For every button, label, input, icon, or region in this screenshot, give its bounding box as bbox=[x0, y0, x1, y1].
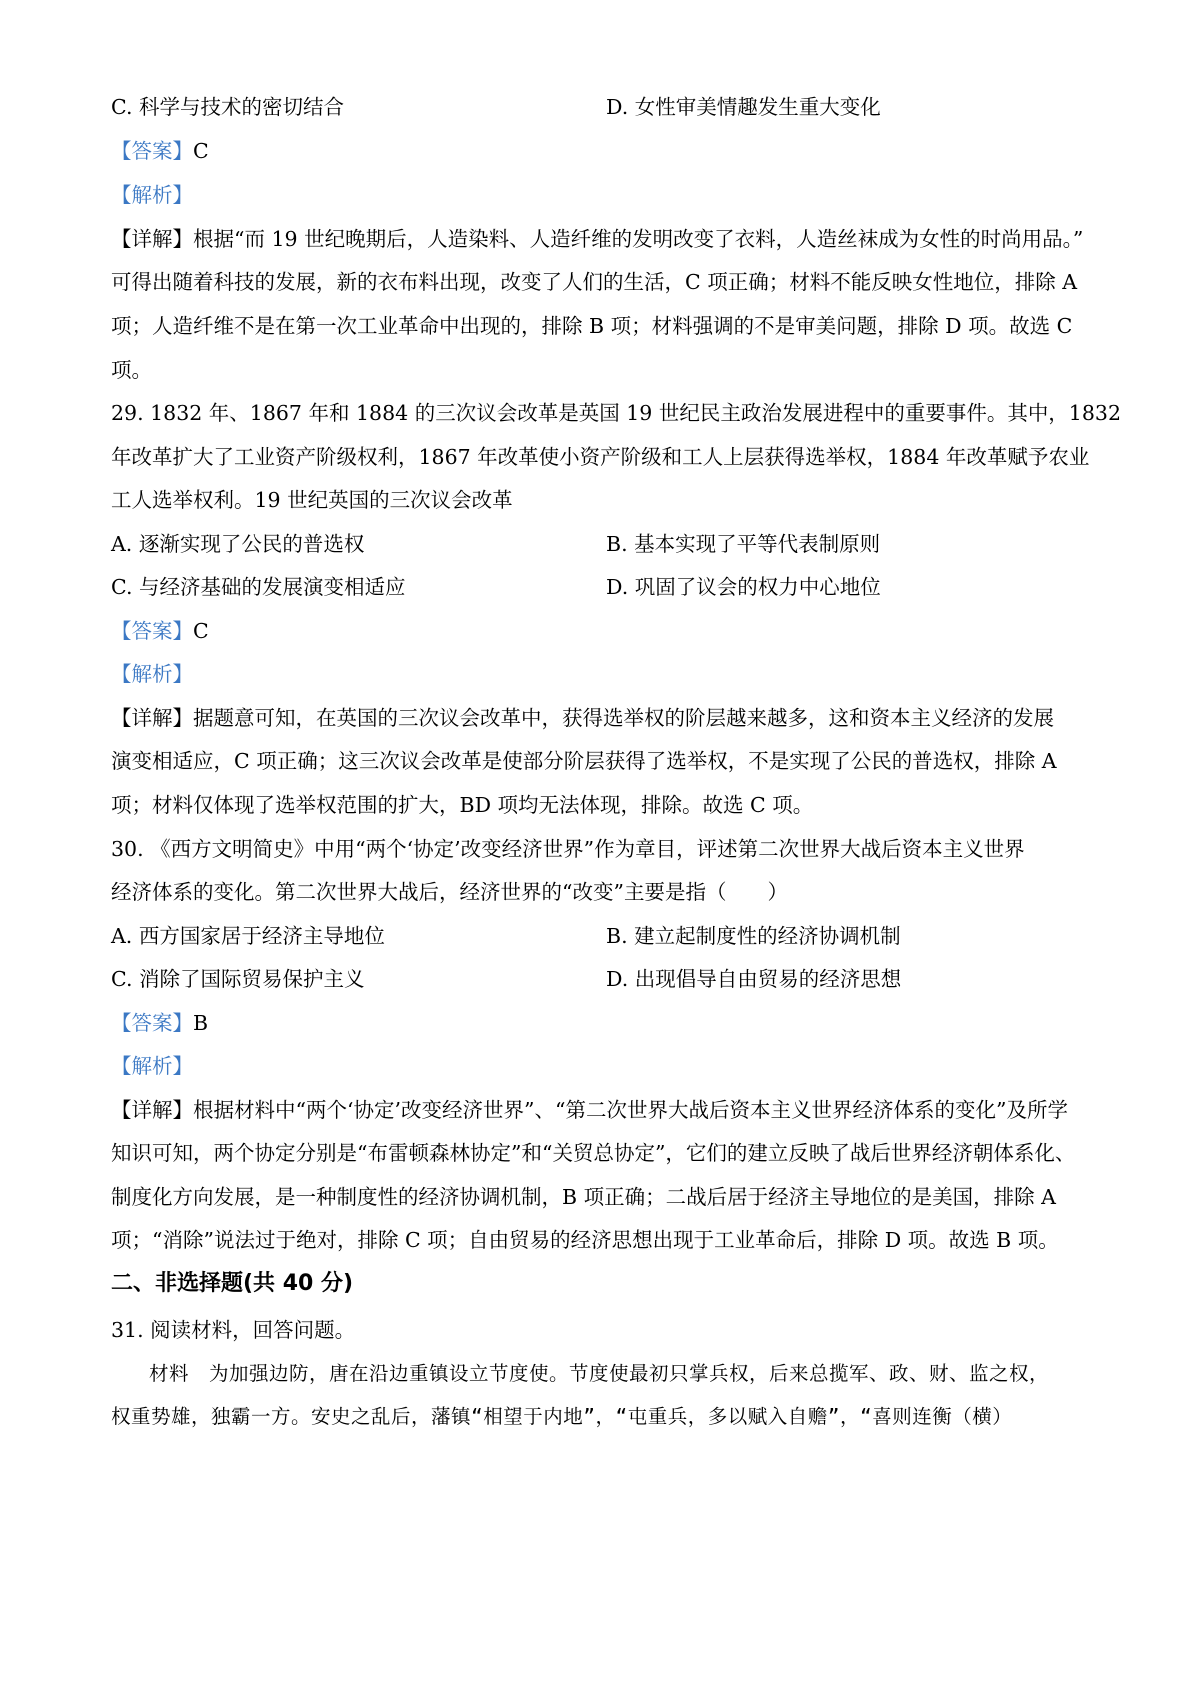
answer-label: 【答案】 bbox=[111, 619, 193, 643]
q28-option-c: C. 科学与技术的密切结合 bbox=[111, 95, 344, 119]
q29-detail-line-2: 演变相适应，C 项正确；这三次议会改革是使部分阶层获得了选举权，不是实现了公民的普选权，排除 A bbox=[111, 749, 1057, 773]
q29-detail-line-3: 项；材料仅体现了选举权范围的扩大，BD 项均无法体现，排除。故选 C 项。 bbox=[111, 793, 814, 817]
q30-option-b: B. 建立起制度性的经济协调机制 bbox=[606, 924, 901, 948]
q29-answer bbox=[111, 617, 1101, 645]
q29-stem-line-1: 29. 1832 年、1867 年和 1884 的三次议会改革是英国 19 世纪民主政治发展进程中的重要事件。其中，1832 bbox=[111, 401, 1121, 425]
q31-material-line-1: 材料 为加强边防，唐在沿边重镇设立节度使。节度使最初只掌兵权，后来总揽军、政、财、监之权， bbox=[149, 1362, 1050, 1385]
q28-detail-line-2: 可得出随着科技的发展，新的衣布料出现，改变了人们的生活，C 项正确；材料不能反映女性地位，排除 A bbox=[111, 270, 1078, 294]
detail-text: 据题意可知，在英国的三次议会改革中，获得选举权的阶层越来越多，这和资本主义经济的发展 bbox=[193, 706, 1054, 730]
q30-option-d: D. 出现倡导自由贸易的经济思想 bbox=[606, 967, 902, 991]
q29-analysis-label: 【解析】 bbox=[111, 662, 193, 686]
q28-answer bbox=[111, 137, 1101, 165]
q28-detail-line-1 bbox=[111, 225, 1101, 253]
detail-label: 【详解】 bbox=[111, 706, 193, 730]
q29-detail-line-1 bbox=[111, 704, 1101, 732]
q28-detail-line-4: 项。 bbox=[111, 358, 152, 382]
answer-value: B bbox=[193, 1011, 209, 1035]
detail-text: 根据材料中“两个‘协定’改变经济世界”、“第二次世界大战后资本主义世界经济体系的变化”及所学 bbox=[193, 1098, 1068, 1122]
detail-label: 【详解】 bbox=[111, 227, 193, 251]
answer-value: C bbox=[193, 619, 209, 643]
q30-detail-line-2: 知识可知，两个协定分别是“布雷顿森林协定”和“关贸总协定”，它们的建立反映了战后世界经济朝体系化、 bbox=[111, 1141, 1076, 1165]
q29-stem-line-2: 年改革扩大了工业资产阶级权利，1867 年改革使小资产阶级和工人上层获得选举权，1884 年改革赋予农业 bbox=[111, 445, 1090, 469]
q30-option-a: A. 西方国家居于经济主导地位 bbox=[111, 924, 385, 948]
q29-option-a: A. 逐渐实现了公民的普选权 bbox=[111, 532, 365, 556]
detail-text: 根据“而 19 世纪晚期后，人造染料、人造纤维的发明改变了衣料，人造丝袜成为女性的时尚用品。” bbox=[193, 227, 1084, 251]
q30-analysis-label: 【解析】 bbox=[111, 1054, 193, 1078]
q30-detail-line-1 bbox=[111, 1096, 1101, 1124]
answer-label: 【答案】 bbox=[111, 139, 193, 163]
q31-stem: 31. 阅读材料，回答问题。 bbox=[111, 1318, 356, 1342]
q30-stem-line-2: 经济体系的变化。第二次世界大战后，经济世界的“改变”主要是指（ ） bbox=[111, 880, 788, 904]
q28-option-d: D. 女性审美情趣发生重大变化 bbox=[606, 95, 881, 119]
detail-label: 【详解】 bbox=[111, 1098, 193, 1122]
q29-option-b: B. 基本实现了平等代表制原则 bbox=[606, 532, 881, 556]
q30-detail-line-4: 项；“消除”说法过于绝对，排除 C 项；自由贸易的经济思想出现于工业革命后，排除 D 项。故选 B 项。 bbox=[111, 1228, 1059, 1252]
q30-stem-line-1: 30. 《西方文明简史》中用“两个‘协定’改变经济世界”作为章目，评述第二次世界大战后资本主义世界 bbox=[111, 837, 1025, 861]
q29-option-d: D. 巩固了议会的权力中心地位 bbox=[606, 575, 881, 599]
section-heading: 二、非选择题(共 40 分) bbox=[111, 1271, 354, 1296]
q31-material-line-2: 权重势雄，独霸一方。安史之乱后，藩镇“相望于内地”，“屯重兵，多以赋入自赡”，“喜则连衡（横） bbox=[111, 1405, 1013, 1428]
q29-stem-line-3: 工人选举权利。19 世纪英国的三次议会改革 bbox=[111, 488, 513, 512]
q30-answer bbox=[111, 1009, 1101, 1037]
q30-detail-line-3: 制度化方向发展，是一种制度性的经济协调机制，B 项正确；二战后居于经济主导地位的是美国，排除 A bbox=[111, 1185, 1056, 1209]
q29-option-c: C. 与经济基础的发展演变相适应 bbox=[111, 575, 406, 599]
q28-analysis-label: 【解析】 bbox=[111, 183, 193, 207]
answer-value: C bbox=[193, 139, 209, 163]
q28-detail-line-3: 项；人造纤维不是在第一次工业革命中出现的，排除 B 项；材料强调的不是审美问题，排除 D 项。故选 C bbox=[111, 314, 1073, 338]
answer-label: 【答案】 bbox=[111, 1011, 193, 1035]
q30-option-c: C. 消除了国际贸易保护主义 bbox=[111, 967, 365, 991]
